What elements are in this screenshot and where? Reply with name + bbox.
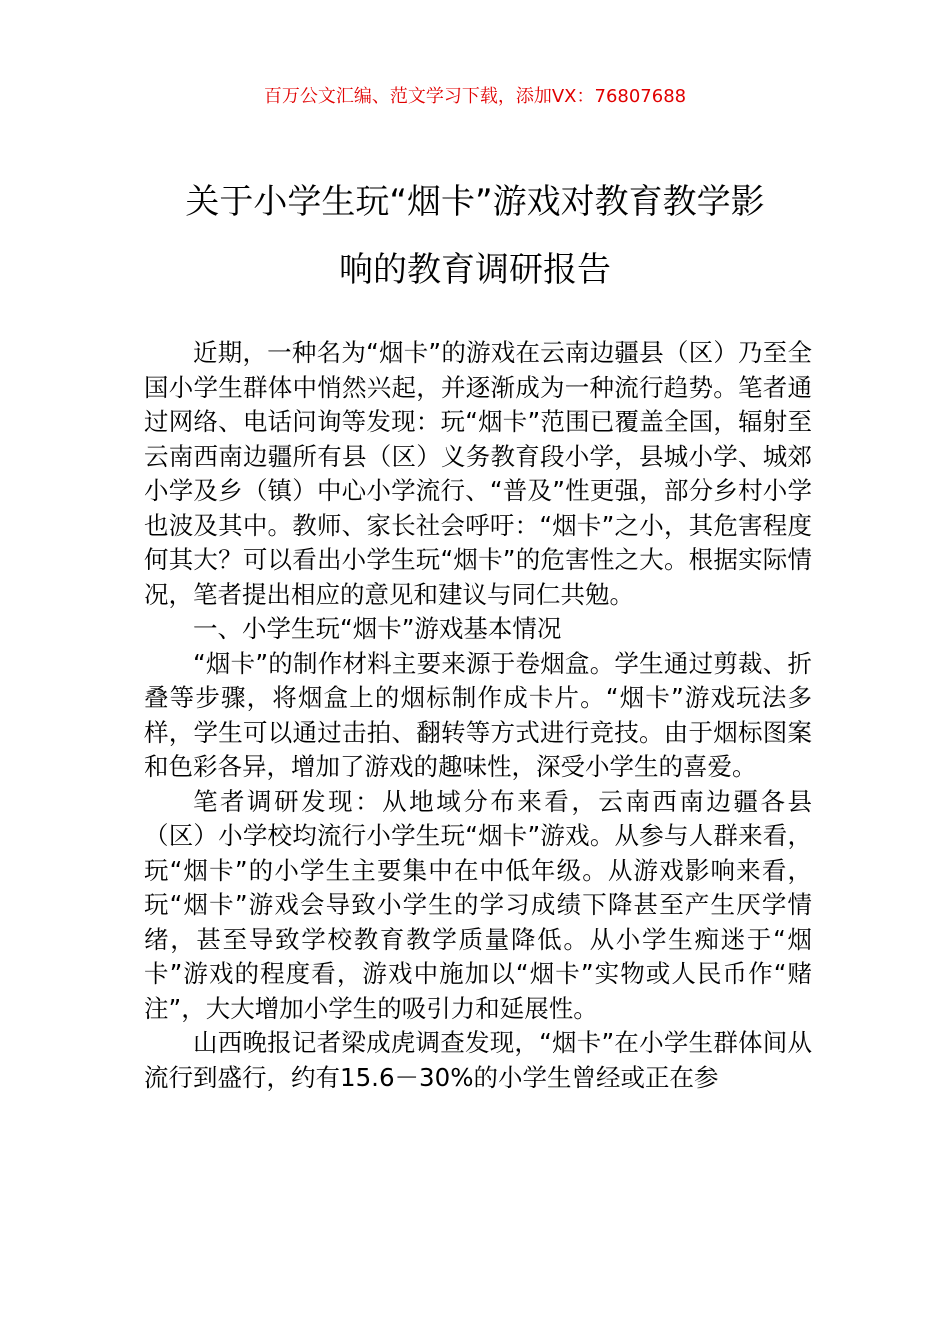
paragraph-findings: 笔者调研发现：从地域分布来看，云南西南边疆各县（区）小学校均流行小学生玩“烟卡”游戏。从参与人群来看，玩“烟卡”的小学生主要集中在中低年级。从游戏影响来看，玩“烟卡”游戏会导致小学生的学习成绩下降甚至产生厌学情绪，甚至导致学校教育教学质量降低。从小学生痴迷于“烟卡”游戏的程度看，游戏中施加以“烟卡”实物或人民币作“赌注”，大大增加小学生的吸引力和延展性。	[144, 786, 812, 1023]
section-heading-1: 一、小学生玩“烟卡”游戏基本情况	[193, 614, 562, 643]
title-line-1: 关于小学生玩“烟卡”游戏对教育教学影	[185, 182, 765, 222]
page-title	[140, 168, 810, 304]
header-watermark-note: 百万公文汇编、范文学习下载，添加VX：76807688	[263, 86, 687, 107]
title-line-2: 响的教育调研报告	[339, 250, 611, 290]
paragraph-report: 山西晚报记者梁成虎调查发现，“烟卡”在小学生群体间从流行到盛行，约有15.6－30%的小学生曾经或正在参	[144, 1028, 812, 1092]
paragraph-materials: “烟卡”的制作材料主要来源于卷烟盒。学生通过剪裁、折叠等步骤，将烟盒上的烟标制作成卡片。“烟卡”游戏玩法多样，学生可以通过击拍、翻转等方式进行竞技。由于烟标图案和色彩各异，增加了游戏的趣味性，深受小学生的喜爱。	[144, 648, 812, 781]
paragraph-intro: 近期，一种名为“烟卡”的游戏在云南边疆县（区）乃至全国小学生群体中悄然兴起，并逐渐成为一种流行趋势。笔者通过网络、电话问询等发现：玩“烟卡”范围已覆盖全国，辐射至云南西南边疆所有县（区）义务教育段小学，县城小学、城郊小学及乡（镇）中心小学流行、“普及”性更强，部分乡村小学也波及其中。教师、家长社会呼吁：“烟卡”之小，其危害程度何其大？可以看出小学生玩“烟卡”的危害性之大。根据实际情况，笔者提出相应的意见和建议与同仁共勉。	[144, 338, 812, 609]
document-body	[144, 336, 812, 1095]
